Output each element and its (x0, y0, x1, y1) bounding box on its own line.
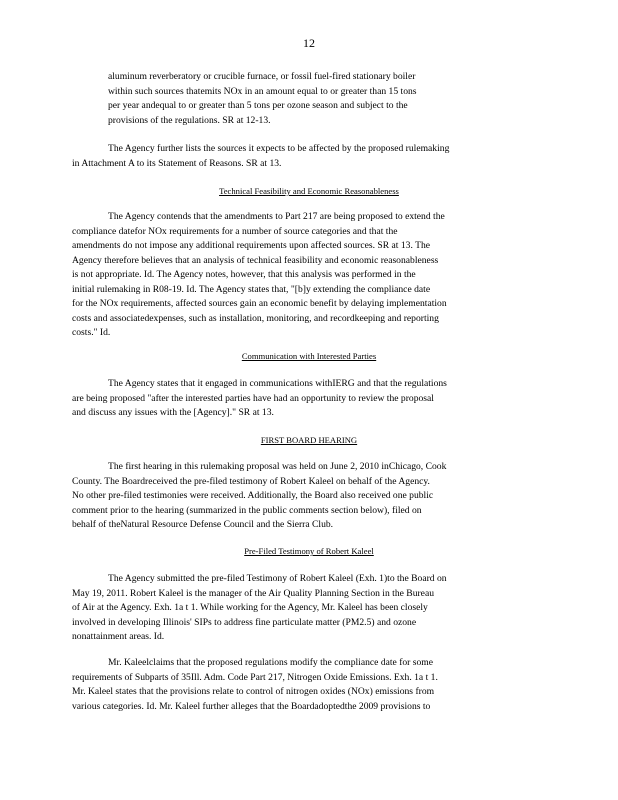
text-line: The Agency states that it engaged in communications withIERG and that the regulations (108, 378, 447, 389)
paragraph (72, 572, 530, 645)
text-line: initial rulemaking in R08-19. Id. The Agency states that, "[b]y extending the compliance date (72, 283, 431, 295)
text-line: No other pre-filed testimonies were received. Additionally, the Board also received one public (72, 490, 434, 501)
text-line: per year andequal to or greater than 5 tons per ozone season and subject to the (108, 100, 408, 111)
text-line: in Attachment A to its Statement of Reasons. SR at 13. (72, 157, 282, 169)
text-line: various categories. Id. Mr. Kaleel further alleges that the Boardadoptedthe 2009 provisions to (72, 700, 431, 712)
text-line: Agency therefore believes that an analysis of technical feasibility and economic reasonableness (72, 254, 439, 266)
section-heading: Technical Feasibility and Economic Reasonableness (219, 186, 399, 196)
text-line: requirements of Subparts of 35Ill. Adm. Code Part 217, Nitrogen Oxide Emissions. Exh. 1a t 1. (72, 671, 438, 683)
section-heading: Communication with Interested Parties (241, 351, 377, 361)
paragraph (72, 210, 530, 341)
paragraph (72, 142, 530, 171)
text-line: behalf of theNatural Resource Defense Council and the Sierra Club. (72, 519, 334, 530)
text-line: nonattainment areas. Id. (72, 631, 165, 642)
text-line: comment prior to the hearing (summarized in the public comments section below), filed on (72, 504, 422, 516)
text-line: The Agency contends that the amendments to Part 217 are being proposed to extend the (108, 211, 445, 222)
text-line: compliance datefor NOx requirements for a number of source categories and that the (72, 225, 398, 237)
text-line: May 19, 2011. Robert Kaleel is the manager of the Air Quality Planning Section in the Bureau (72, 587, 434, 599)
text-line: amendments do not impose any additional requirements upon affected sources. SR at 13. The (72, 240, 430, 251)
page-number: 12 (303, 36, 315, 50)
text-line: provisions of the regulations. SR at 12-13. (108, 114, 271, 126)
paragraph (72, 656, 530, 714)
text-line: County. The Boardreceived the pre-filed testimony of Robert Kaleel on behalf of the Agency. (72, 475, 430, 487)
text-line: and discuss any issues with the [Agency]." SR at 13. (72, 407, 274, 418)
paragraph (72, 460, 530, 533)
text-line: of Air at the Agency. Exh. 1a t 1. While working for the Agency, Mr. Kaleel has been closely (72, 602, 428, 613)
text-line: is not appropriate. Id. The Agency notes, however, that this analysis was performed in the (72, 269, 416, 280)
text-line: within such sources thatemits NOx in an amount equal to or greater than 15 tons (108, 85, 417, 97)
block-quote (108, 70, 508, 128)
text-line: Mr. Kaleelclaims that the proposed regulations modify the compliance date for some (108, 657, 434, 668)
text-line: The first hearing in this rulemaking proposal was held on June 2, 2010 inChicago, Cook (108, 461, 447, 472)
text-line: for the NOx requirements, affected sources gain an economic benefit by delaying implementation (72, 298, 447, 309)
section-heading: FIRST BOARD HEARING (260, 435, 358, 445)
text-line: Mr. Kaleel states that the provisions relate to control of nitrogen oxides (NOx) emissions from (72, 686, 435, 697)
text-line: are being proposed "after the interested parties have had an opportunity to review the proposal (72, 392, 434, 404)
text-line: The Agency further lists the sources it expects to be affected by the proposed rulemaking (108, 143, 450, 154)
text-line: The Agency submitted the pre-filed Testimony of Robert Kaleel (Exh. 1)to the Board on (108, 573, 447, 584)
text-line: involved in developing Illinois' SIPs to address fine particulate matter (PM2.5) and ozone (72, 616, 417, 628)
text-line: aluminum reverberatory or crucible furnace, or fossil fuel-fired stationary boiler (108, 71, 416, 82)
paragraph (72, 377, 530, 421)
section-heading: Pre-Filed Testimony of Robert Kaleel (244, 546, 374, 556)
text-line: costs." Id. (72, 327, 111, 338)
text-line: costs and associatedexpenses, such as installation, monitoring, and recordkeeping and reporting (72, 312, 439, 324)
